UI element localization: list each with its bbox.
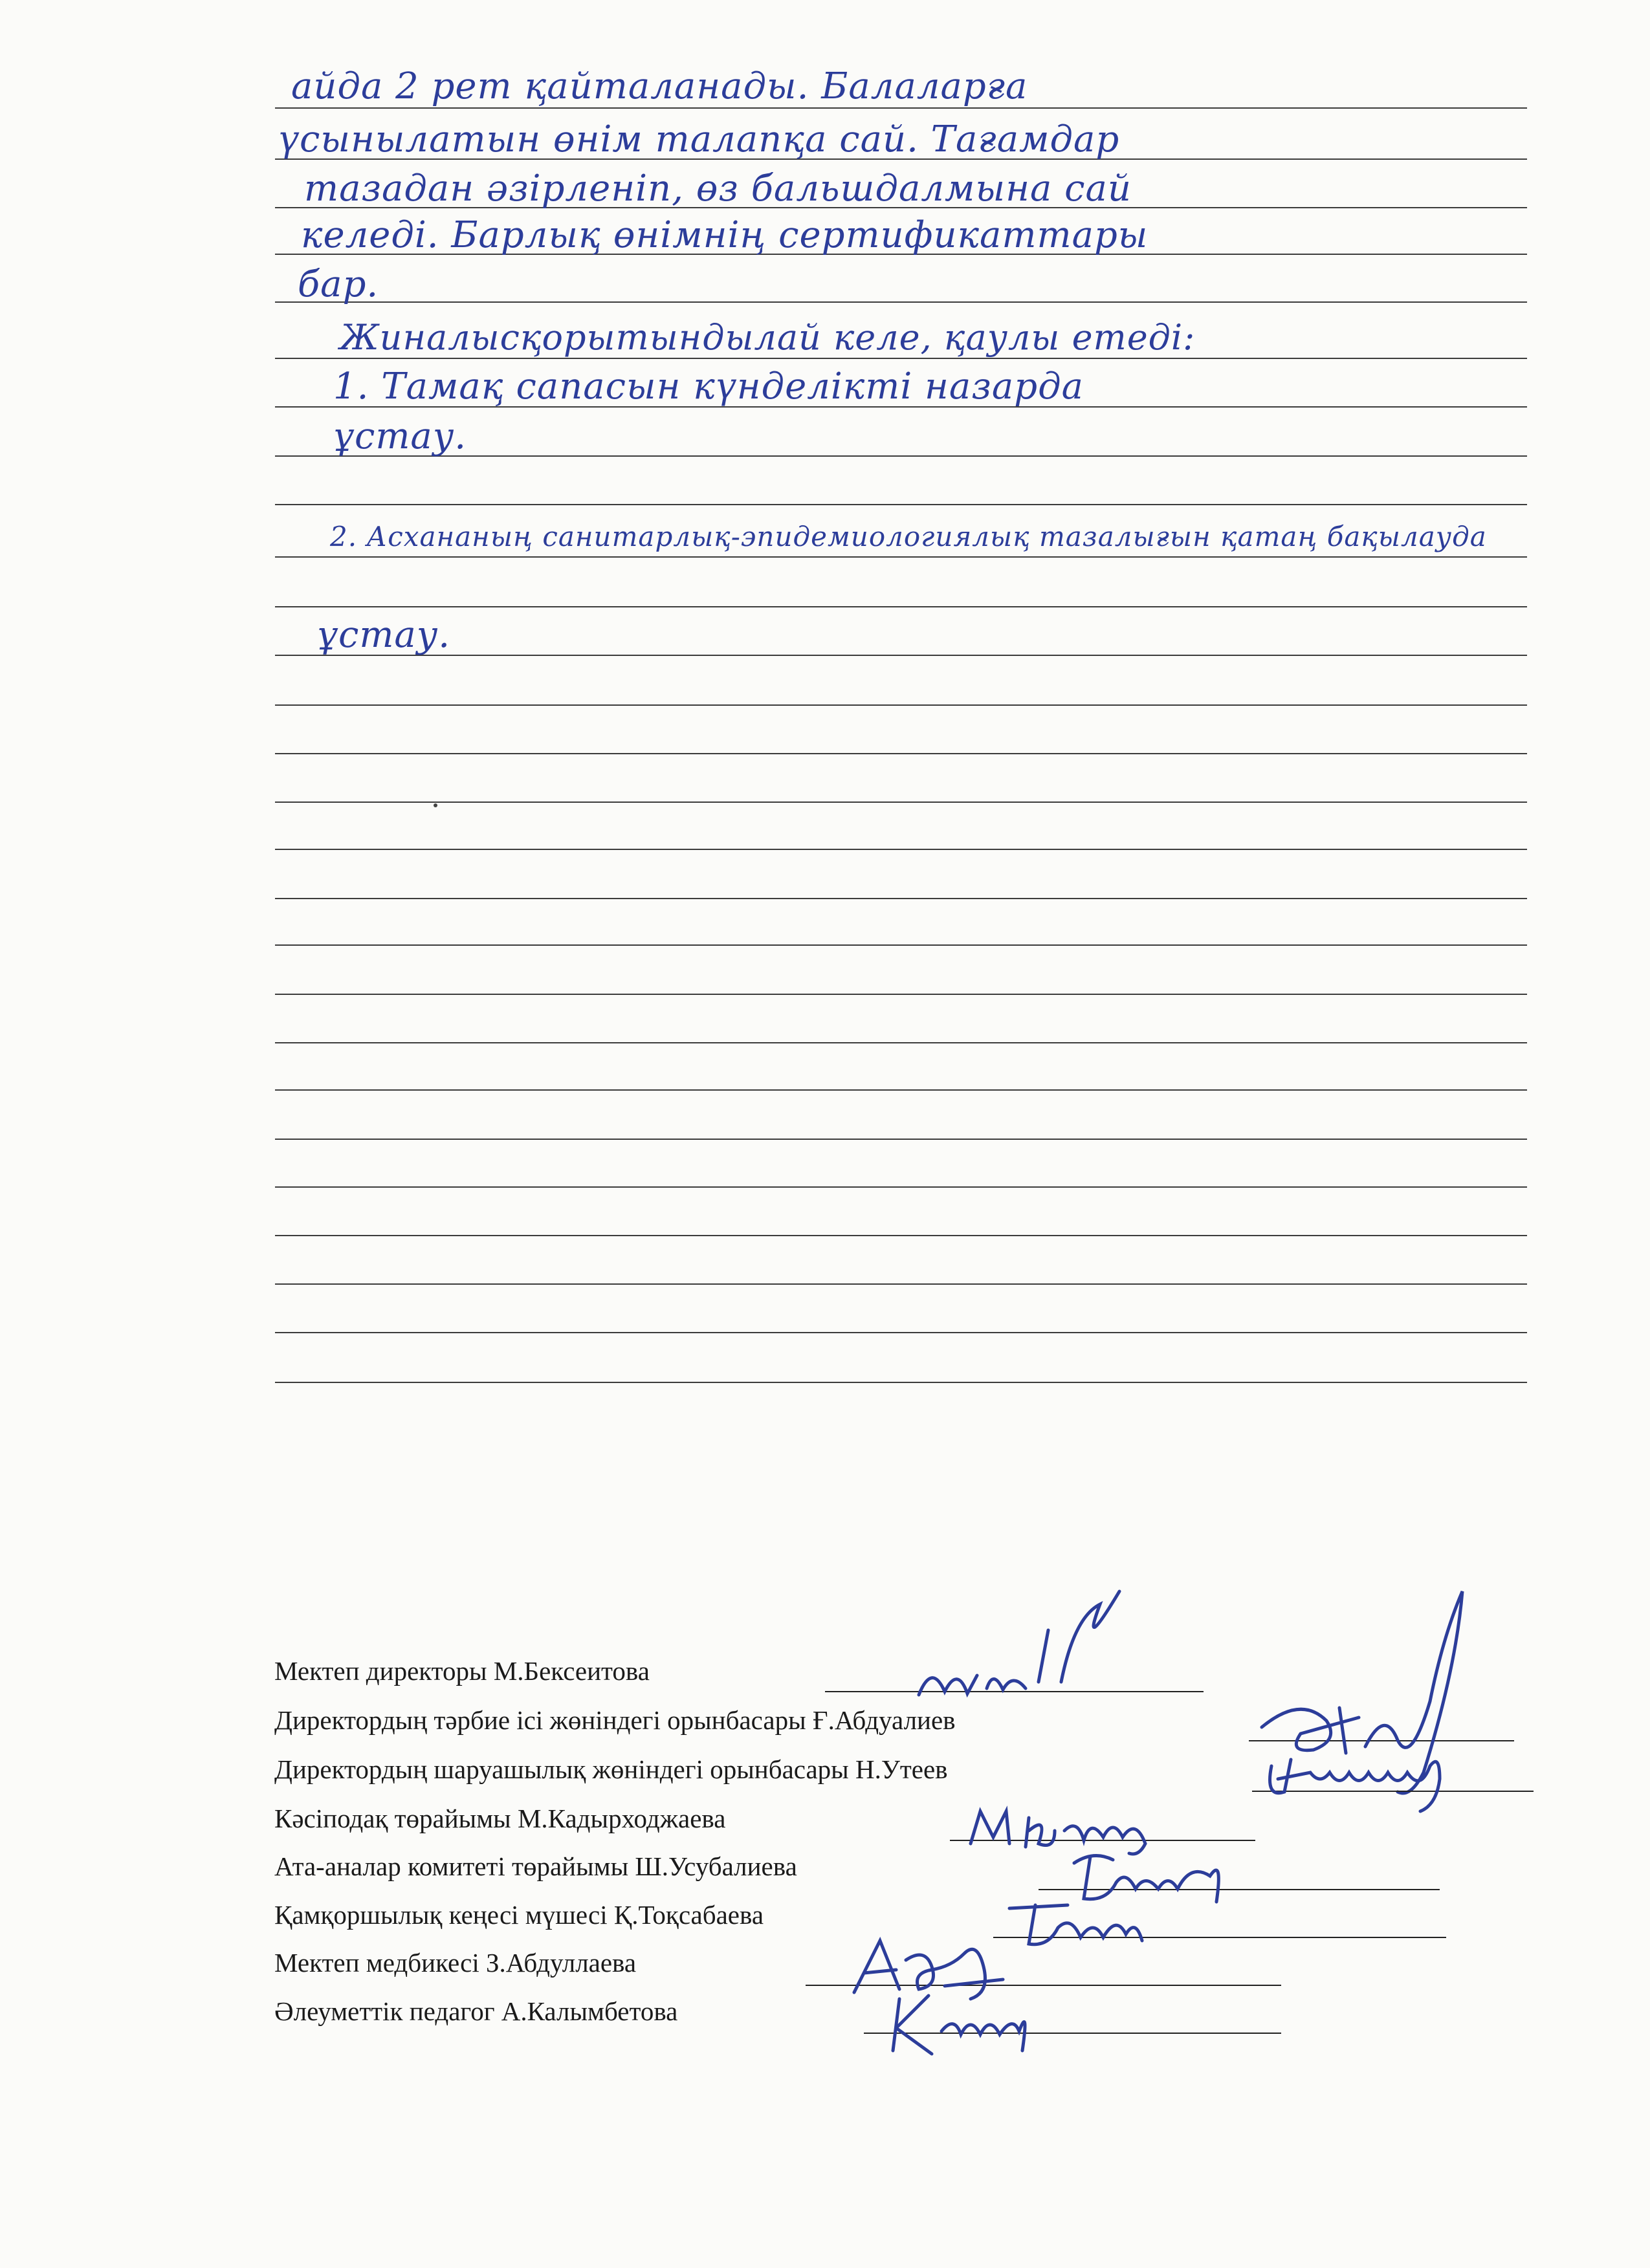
- ruled-line: [275, 753, 1527, 754]
- paper-speck: [434, 803, 437, 807]
- handwritten-line: Жиналысқорытындылай келе, қаулы етеді:: [340, 317, 1196, 358]
- handwritten-line: тазадан әзірленіп, өз бальшдалмына сай: [304, 168, 1132, 210]
- ruled-line: [275, 504, 1527, 505]
- signatory-label: Әлеуметтік педагог А.Калымбетова: [274, 1996, 678, 2026]
- handwritten-line: айда 2 рет қайталанады. Балаларға: [291, 65, 1028, 107]
- ruled-line: [275, 1089, 1527, 1091]
- signature-blank: [864, 2033, 1281, 2034]
- signatory-label: Мектеп медбикесі З.Абдуллаева: [274, 1948, 637, 1978]
- ruled-line: [275, 1235, 1527, 1236]
- ruled-line: [275, 849, 1527, 850]
- handwritten-line: үсынылатын өнім талапқа сай. Тағамдар: [278, 118, 1120, 160]
- signature-blank: [1039, 1889, 1440, 1890]
- ruled-line: [275, 1332, 1527, 1333]
- signature-mark: [996, 1889, 1165, 1954]
- signature-mark: [1259, 1740, 1472, 1818]
- handwritten-line: 1. Тамақ сапасын күнделікті назарда: [333, 365, 1084, 408]
- ruled-line: [275, 898, 1527, 899]
- ruled-line: [275, 107, 1527, 109]
- ruled-line: [275, 1186, 1527, 1188]
- handwritten-line: бар.: [298, 263, 379, 305]
- signature-blank: [1252, 1791, 1534, 1792]
- ruled-line: [275, 301, 1527, 303]
- ruled-line: [275, 994, 1527, 995]
- handwritten-line: 2. Асхананың санитарлық-эпидемиологиялық тазалығын қатаң бақылауда: [330, 521, 1487, 552]
- signatory-label: Мектеп директоры М.Бексеитова: [274, 1656, 650, 1686]
- ruled-line: [275, 704, 1527, 706]
- signature-blank: [806, 1985, 1281, 1986]
- ruled-line: [275, 944, 1527, 946]
- ruled-line: [275, 1382, 1527, 1383]
- ruled-line: [275, 655, 1527, 656]
- ruled-line: [275, 1042, 1527, 1043]
- signature-mark: [835, 1928, 1029, 2012]
- signatory-label: Ата-аналар комитеті төрайымы Ш.Усубалиева: [274, 1851, 797, 1881]
- signature-blank: [1249, 1740, 1514, 1741]
- signature-mark: [906, 1578, 1165, 1721]
- signature-mark: [958, 1792, 1165, 1863]
- signature-mark: [1055, 1837, 1249, 1915]
- ruled-line: [275, 1283, 1527, 1285]
- signature-blank: [950, 1840, 1255, 1841]
- ruled-line: [275, 556, 1527, 558]
- handwritten-line: ұстау.: [317, 614, 451, 656]
- signature-blank: [825, 1691, 1204, 1692]
- signatory-label: Қамқоршылық кеңесі мүшесі Қ.Тоқсабаева: [274, 1900, 764, 1930]
- signature-blank: [993, 1937, 1446, 1938]
- signatory-label: Директордың шаруашылық жөніндегі орынбасары Н.Утеев: [274, 1754, 948, 1784]
- signature-mark: [880, 1979, 1048, 2064]
- ruled-line: [275, 1139, 1527, 1140]
- handwritten-line: ұстау.: [333, 415, 467, 457]
- ruled-line: [275, 801, 1527, 803]
- signatory-label: Директордың тәрбие ісі жөніндегі орынбасары Ғ.Абдуалиев: [274, 1705, 956, 1735]
- handwritten-line: келеді. Барлық өнімнің сертификаттары: [301, 214, 1149, 256]
- signatory-label: Кәсіподақ төрайымы М.Кадырходжаева: [274, 1804, 726, 1833]
- ruled-line: [275, 358, 1527, 359]
- signature-mark: [1249, 1578, 1501, 1850]
- ruled-line: [275, 606, 1527, 607]
